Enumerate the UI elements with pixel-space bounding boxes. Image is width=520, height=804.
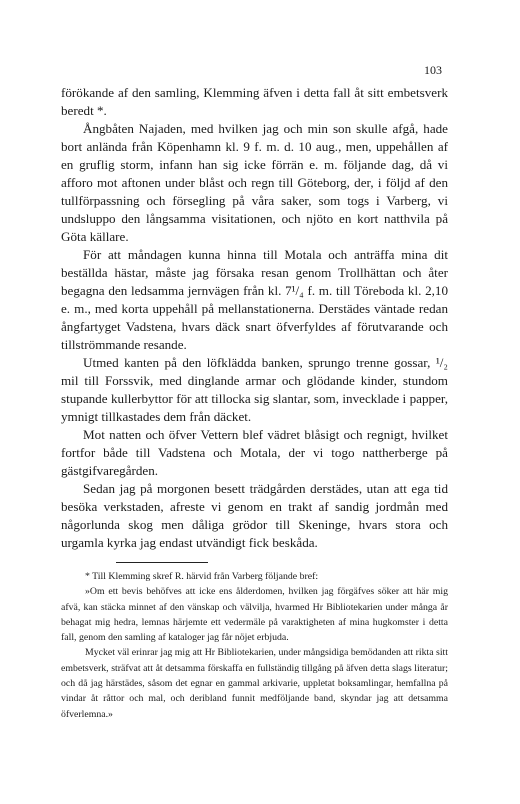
page-number: 103 (424, 63, 442, 77)
footnote-divider (116, 562, 208, 563)
footnotes (61, 569, 448, 722)
footnote-paragraph: »Om ett bevis behöfves att icke ens ålderdomen, hvilken jag förgäfves söker att här mig afvä, kan stäcka minnet af den vänskap och välvilja, hvarmed Hr Bibliotekarien under många år behagat mig hedra, lemnas härjemte ett vedermäle på varaktigheten af mina hugkomster i detta fall, genom den samling af kataloger jag får nöjet erbjuda. (61, 586, 448, 644)
paragraph: Mot natten och öfver Vettern blef vädret blåsigt och regnigt, hvilket fortfor både till Vadstena och Motala, der vi togo nattherberge på gästgifvaregården. (61, 427, 448, 478)
paragraph: Sedan jag på morgonen besett trädgården derstädes, utan att ega tid besöka verkstaden, afreste vi genom en trakt af sandig jordmån med någorlunda skog men dåliga grödor till Skeninge, hvars stora och urgamla kyrka jag endast utvändigt fick beskåda. (61, 481, 448, 550)
footnote-paragraph: * Till Klemming skref R. härvid från Varberg följande bref: (85, 571, 319, 582)
paragraph: förökande af den samling, Klemming äfven i detta fall åt sitt embetsverk beredt *. (61, 85, 448, 118)
paragraph: För att måndagen kunna hinna till Motala och anträffa mina dit beställda hästar, måste jag försaka resan genom Trollhättan och åter begagna den ledsamma jernvägen från kl. 7¹/₄ f. m. till Töreboda kl. 2,10 e. m., med korta uppehåll på mellanstationerna. Derstädes väntade redan ångfartyget Vadstena, hvars däck snart öfverfyldes af förutvarande och tillströmmande resande. (61, 247, 448, 352)
body-text (61, 84, 448, 552)
footnote-paragraph: Mycket väl erinrar jag mig att Hr Bibliotekarien, under mångsidiga bemödanden att rikta sitt embetsverk, sträfvat att åt detsamma förskaffa en fullständig tillgång på äfven detta slags literatur; och då jag härstädes, såsom det egnar en gammal arkivarie, uppletat boksamlingar, hemfallna på vindar åt råttor och mal, och deribland funnit medföljande band, skyndar jag att detsamma öfverlemna.» (61, 647, 448, 720)
paragraph: Utmed kanten på den löfklädda banken, sprungo trenne gossar, ¹/₂ mil till Forssvik, med dinglande armar och glödande kinder, stundom stupande kullerbyttor för att tillocka sig slantar, som, invecklade i papper, ymnigt tillkastades dem från däcket. (61, 355, 448, 424)
paragraph: Ångbåten Najaden, med hvilken jag och min son skulle afgå, hade bort anlända från Köpenhamn kl. 9 f. m. d. 10 aug., men, uppehållen af en gruflig storm, infann han sig icke förrän e. m. följande dag, då vi afforo mot aftonen under blåst och regn till Göteborg, der, i följd af den tullförpassning och försegling på våra saker, som togs i Varberg, vi undsluppo den långsamma visitationen, och njöto en kort natthvila på Göta källare. (61, 121, 448, 244)
